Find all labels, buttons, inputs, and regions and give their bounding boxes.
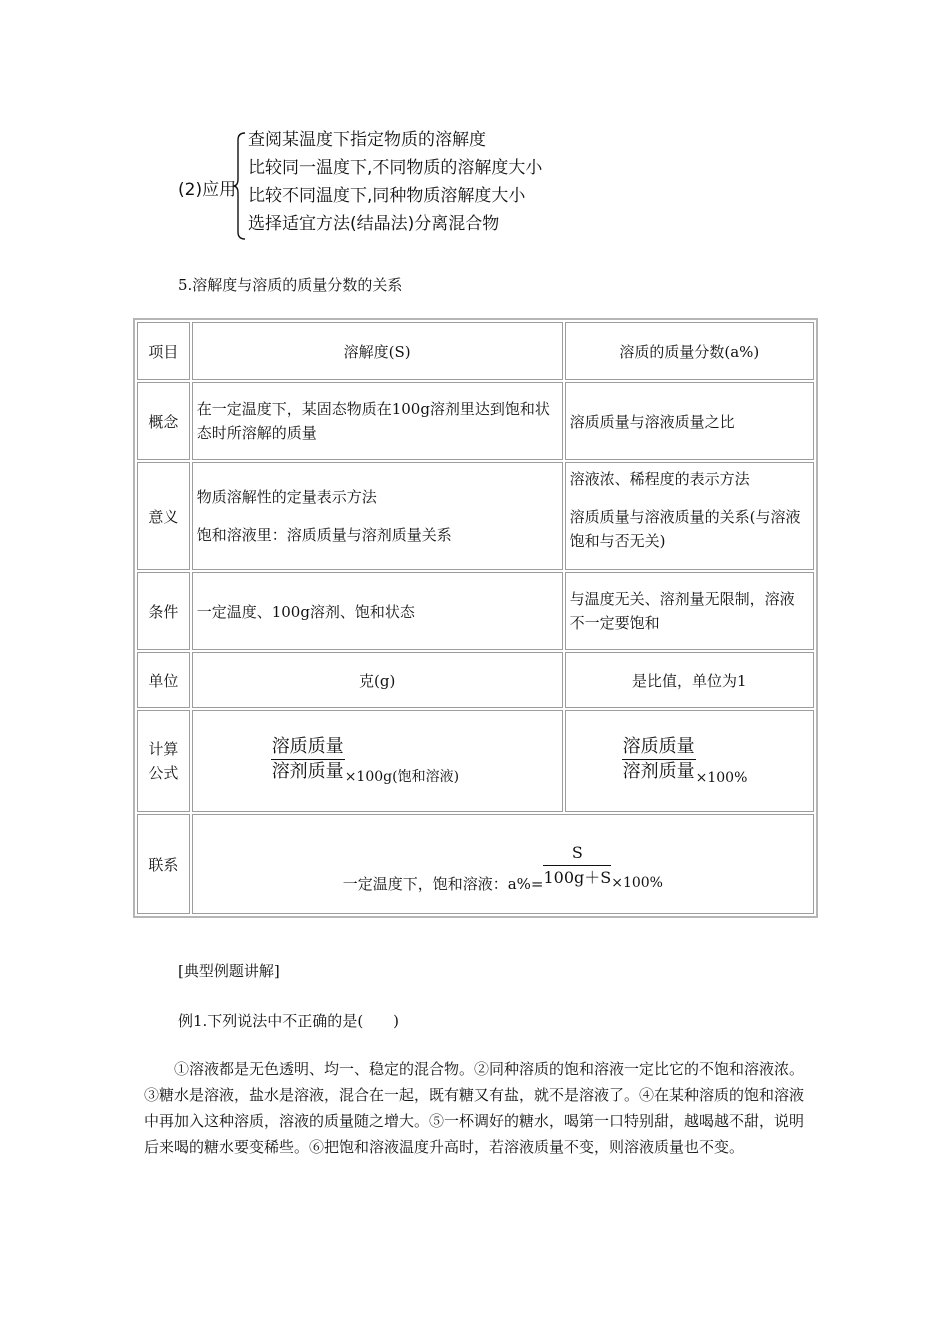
meaning-mass-fraction-text-2: 溶质质量与溶液质量的关系(与溶液饱和与否无关)	[569, 508, 801, 550]
application-item: 比较不同温度下,同种物质溶解度大小	[248, 186, 526, 206]
table-row-unit	[137, 652, 814, 708]
example-question: 例1.下列说法中不正确的是( )	[178, 1012, 400, 1030]
table-row-header	[137, 322, 814, 380]
unit-solubility-cell: 克(g)	[192, 652, 563, 708]
fraction-numerator: 溶质质量	[271, 736, 345, 760]
formula-tail: ×100%	[695, 769, 748, 786]
section-heading: 5.溶解度与溶质的质量分数的关系	[178, 276, 403, 294]
condition-mass-fraction-cell	[565, 572, 814, 650]
unit-mass-fraction-cell: 是比值，单位为1	[565, 652, 814, 708]
table-row-condition	[137, 572, 814, 650]
examples-heading: [典型例题讲解]	[178, 962, 280, 980]
relation-prefix: 一定温度下，饱和溶液：a%=	[342, 875, 544, 894]
fraction-denominator: 溶剂质量	[622, 761, 695, 783]
meaning-label-cell: 意义	[137, 462, 190, 570]
formula-solubility-cell	[192, 710, 563, 812]
meaning-mass-fraction-cell	[565, 462, 814, 570]
concept-mass-fraction-cell: 溶质质量与溶液质量之比	[565, 382, 814, 460]
application-item: 查阅某温度下指定物质的溶解度	[248, 130, 486, 150]
table-row-concept	[137, 382, 814, 460]
condition-solubility-cell: 一定温度、100g溶剂、饱和状态	[192, 572, 563, 650]
example-body: ①溶液都是无色透明、均一、稳定的混合物。②同种溶质的饱和溶液一定比它的不饱和溶液浓。③糖水是溶液，盐水是溶液，混合在一起，既有糖又有盐，就不是溶液了。④在某种溶质的饱和溶液中再加入这种溶质，溶液的质量随之增大。⑤一杯调好的糖水，喝第一口特别甜，越喝越不甜，说明后来喝的糖水要变稀些。⑥把饱和溶液温度升高时，若溶液质量不变，则溶液质量也不变。	[144, 1060, 805, 1156]
concept-solubility-text: 在一定温度下，某固态物质在100g溶剂里达到饱和状态时所溶解的质量	[196, 400, 550, 442]
application-block	[178, 118, 598, 248]
concept-solubility-cell	[192, 382, 563, 460]
formula-label-cell: 计算公式	[137, 710, 190, 812]
application-label: (2)应用	[178, 180, 237, 200]
application-item: 选择适宜方法(结晶法)分离混合物	[248, 214, 500, 234]
application-item: 比较同一温度下,不同物质的溶解度大小	[248, 158, 543, 178]
relation-fraction	[543, 842, 611, 889]
table-row-relation	[137, 814, 814, 914]
header-solubility-cell: 溶解度(S)	[192, 322, 563, 380]
formula-tail: ×100g(饱和溶液)	[344, 769, 460, 786]
condition-mass-fraction-text: 与温度无关、溶剂量无限制，溶液不一定要饱和	[569, 590, 795, 632]
curly-brace-icon	[232, 132, 246, 240]
fraction-denominator: 溶剂质量	[271, 760, 344, 782]
fraction-denominator: 100g＋S	[543, 867, 612, 887]
comparison-table	[133, 318, 818, 918]
header-mass-fraction-cell: 溶质的质量分数(a%)	[565, 322, 814, 380]
meaning-solubility-text-2: 饱和溶液里：溶质质量与溶剂质量关系	[196, 526, 452, 544]
meaning-mass-fraction-text-1: 溶液浓、稀程度的表示方法	[569, 470, 750, 488]
condition-label-cell: 条件	[137, 572, 190, 650]
relation-label-cell: 联系	[137, 814, 190, 914]
relation-tail: ×100%	[611, 875, 663, 892]
fraction-numerator: S	[543, 842, 611, 866]
formula-mass-fraction-cell	[565, 710, 814, 812]
unit-label-cell: 单位	[137, 652, 190, 708]
meaning-solubility-cell	[192, 462, 563, 570]
solubility-fraction	[271, 736, 345, 783]
application-list	[248, 126, 542, 238]
mass-fraction-fraction	[622, 736, 696, 783]
concept-label-cell: 概念	[137, 382, 190, 460]
fraction-numerator: 溶质质量	[622, 736, 696, 760]
table-row-meaning	[137, 462, 814, 570]
table-row-formula	[137, 710, 814, 812]
relation-cell	[192, 814, 814, 914]
meaning-solubility-text-1: 物质溶解性的定量表示方法	[196, 488, 377, 506]
header-label-cell: 项目	[137, 322, 190, 380]
